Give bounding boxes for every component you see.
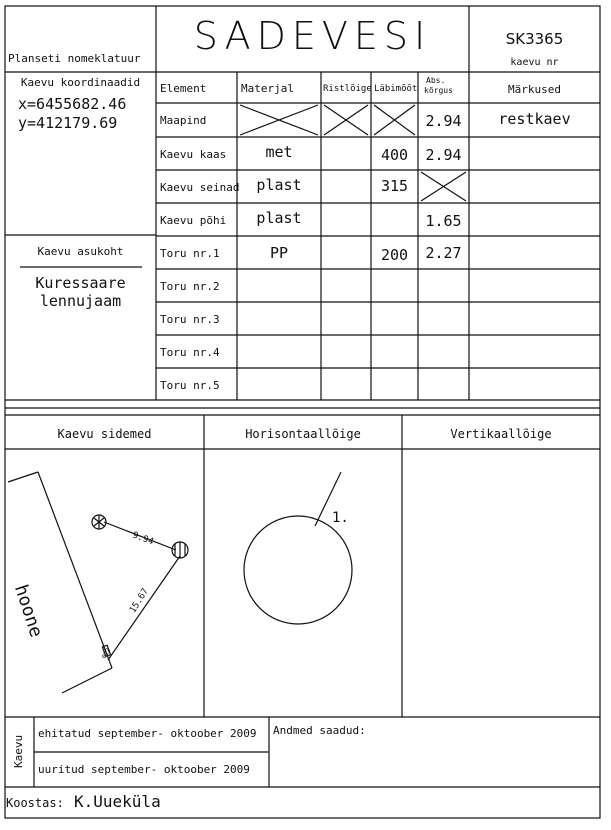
page-title: SADEVESI	[193, 14, 432, 58]
section-horizontal: Horisontaallõige	[245, 427, 361, 441]
header-material: Materjal	[241, 82, 294, 95]
row-material: PP	[269, 244, 289, 262]
section-vertical: Vertikaallõige	[450, 427, 552, 441]
row-notes: restkaev	[498, 110, 571, 128]
header-notes: Märkused	[508, 83, 561, 96]
coordinate-y: y=412179.69	[18, 114, 118, 132]
distance-label-1: 9.94	[130, 530, 155, 548]
surveyed-date: uuritud september- oktoober 2009	[38, 763, 250, 776]
row-height: 2.94	[425, 146, 462, 164]
built-date: ehitatud september- oktoober 2009	[38, 727, 257, 740]
row-diameter: 400	[380, 146, 409, 164]
location-label: Kaevu asukoht	[37, 245, 124, 258]
data-obtained-label: Andmed saadud:	[273, 724, 366, 737]
row-height: 1.65	[425, 212, 462, 230]
location-line-1: Kuressaare	[35, 274, 126, 292]
row-element: Toru nr.5	[160, 379, 220, 392]
well-vertical-label: Kaevu	[12, 734, 25, 768]
row-height: 2.27	[425, 244, 462, 262]
row-element: Toru nr.1	[160, 247, 220, 260]
well-number: SK3365	[505, 30, 564, 48]
row-height: 2.94	[425, 112, 462, 130]
nomenclature-label: Planseti nomeklatuur	[8, 52, 141, 65]
row-element: Toru nr.3	[160, 313, 220, 326]
row-material: plast	[256, 176, 302, 194]
location-line-2: lennujaam	[39, 292, 122, 310]
row-material: met	[265, 143, 293, 161]
row-element: Maapind	[160, 114, 207, 127]
header-cross-section: Ristlõige	[323, 84, 372, 94]
well-number-label: kaevu nr	[510, 57, 559, 68]
row-element: Kaevu seinad	[160, 181, 240, 194]
header-abs-height-2: kõrgus	[424, 86, 453, 95]
row-element: Kaevu põhi	[160, 214, 227, 227]
header-element: Element	[160, 82, 207, 95]
distance-label-3: 022	[100, 647, 113, 660]
row-element: Toru nr.2	[160, 280, 220, 293]
row-material: plast	[256, 209, 302, 227]
header-diameter: Läbimõõt	[374, 84, 418, 94]
section-connections: Kaevu sidemed	[57, 427, 152, 441]
compiled-by: K.Uueküla	[74, 792, 161, 811]
row-element: Kaevu kaas	[160, 148, 227, 161]
distance-label-2: 15.67	[128, 586, 151, 616]
pipe-label: 1.	[332, 510, 349, 526]
building-label: hoone	[10, 582, 47, 641]
row-diameter: 200	[380, 246, 409, 264]
row-element: Toru nr.4	[160, 346, 220, 359]
row-diameter: 315	[380, 177, 409, 195]
header-abs-height-1: Abs.	[426, 76, 446, 85]
coordinate-x: x=6455682.46	[18, 95, 127, 113]
compiled-label: Koostas:	[6, 796, 64, 810]
coordinates-label: Kaevu koordinaadid	[20, 76, 141, 89]
